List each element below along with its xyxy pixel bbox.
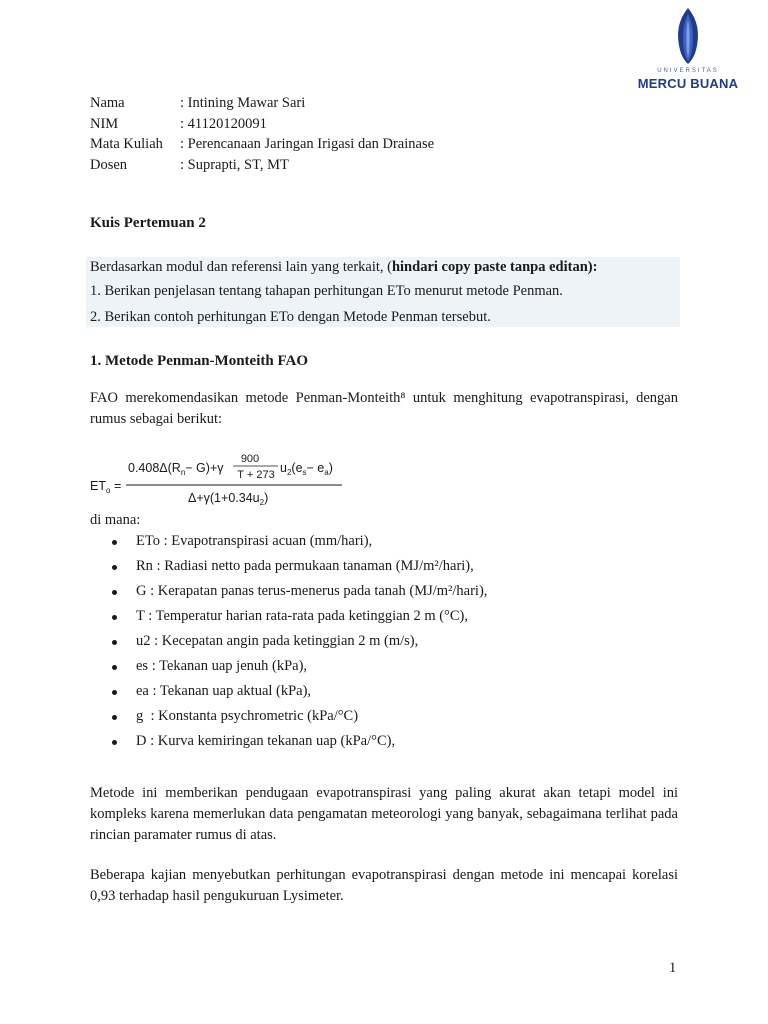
bullet-icon bbox=[112, 665, 117, 670]
task-line-3: 2. Berikan contoh perhitungan ETo dengan Metode Penman tersebut. bbox=[90, 309, 491, 325]
info-value: : Perencanaan Jaringan Irigasi dan Drainase bbox=[180, 136, 435, 152]
bullet-icon bbox=[112, 590, 117, 595]
formula-fraction-denominator: T + 273 bbox=[237, 469, 275, 481]
formula-numerator: $0.408\Delta(R_n- G)+\gamma$ bbox=[128, 461, 224, 477]
mercu-buana-flame-icon bbox=[668, 6, 708, 66]
task-line-1 bbox=[90, 259, 597, 276]
task-warning: hindari copy paste tanpa editan): bbox=[391, 259, 598, 275]
bullet-icon bbox=[112, 565, 117, 570]
section-heading: 1. Metode Penman-Monteith FAO bbox=[90, 353, 309, 369]
brand-name: MERCU BUANA bbox=[637, 76, 739, 91]
student-info bbox=[90, 93, 434, 175]
penman-monteith-formula bbox=[90, 452, 350, 508]
formula-wind-term: $u_2(e_s- e_a)$ bbox=[280, 461, 333, 477]
info-key: Nama bbox=[90, 95, 125, 111]
info-value: : Intining Mawar Sari bbox=[180, 95, 306, 111]
info-row bbox=[90, 114, 434, 135]
page-number: 1 bbox=[669, 960, 677, 976]
bullet-icon bbox=[112, 615, 117, 620]
university-label: UNIVERSITAS bbox=[657, 68, 719, 74]
info-key: Dosen bbox=[90, 156, 128, 173]
task-line-2: 1. Berikan penjelasan tentang tahapan perhitungan ETo menurut metode Penman. bbox=[90, 283, 563, 299]
formula-equals: = bbox=[114, 479, 122, 493]
info-value: : 41120120091 bbox=[180, 115, 267, 132]
bullet-icon bbox=[112, 540, 117, 545]
quiz-title: Kuis Pertemuan 2 bbox=[90, 215, 206, 231]
bullet-icon bbox=[112, 690, 117, 695]
info-key: NIM bbox=[90, 115, 119, 132]
info-row bbox=[90, 93, 434, 114]
info-row bbox=[90, 155, 434, 176]
bullet-icon bbox=[112, 740, 117, 745]
university-logo bbox=[636, 6, 740, 92]
formula-lhs: $ET_o$ bbox=[90, 479, 111, 495]
task-instruction: Berdasarkan modul dan referensi lain yang terkait, ( bbox=[90, 259, 392, 275]
explanation-paragraph: Metode ini memberikan pendugaan evapotranspirasi yang paling akurat akan tetapi model ini kompleks karena memerlukan data pengamatan meteorologi yang banyak, sebagaimana terlihat pada rincian paramater rumus di atas. bbox=[90, 785, 678, 843]
formula-denominator: $\Delta+\gamma(1+0.34u_2)$ bbox=[188, 491, 269, 507]
info-value: : Suprapti, ST, MT bbox=[180, 156, 289, 173]
formula-fraction-numerator: 900 bbox=[240, 453, 260, 465]
where-label: di mana: bbox=[90, 512, 141, 528]
task-box bbox=[86, 257, 680, 327]
correlation-paragraph: Beberapa kajian menyebutkan perhitungan evapotranspirasi dengan metode ini mencapai korelasi 0,93 terhadap hasil pengukuruan Lysimeter. bbox=[90, 867, 678, 904]
bullet-icon bbox=[112, 640, 117, 645]
info-row bbox=[90, 134, 434, 155]
document-page: UNIVERSITAS MERCU BUANA Nama : Intining Mawar Sari NIM : 41120120091 Mata Kuliah : Perencanaan Jaringan Irigasi dan Drainase Dosen : Suprapti, ST, MT Kuis Pertemuan 2 Berdasarkan modul dan referensi lain yang terkait, (hindari copy paste tanpa editan): 1. Berikan penjelasan tentang tahapan perhitungan ETo menurut metode Penman. 2. Berikan contoh perhitungan ETo dengan Metode Penman tersebut. 1. Metode Penman-Monteith FAO FAO merekomendasikan metode Penman-Monteith⁸ untuk menghitung evapotranspirasi, dengan rumus sebagai berikut: $ET_o$ = $0.408\Delta(R_n- G)+\gamma$ 900 T + 273 $u_2(e_s- e_a)$ $\Delta+\gamma(1+0.34u_2)$ di mana: ETo : Evapotranspirasi acuan (mm/hari), Rn : Radiasi netto pada permukaan tanaman (MJ/m²/hari), G : Kerapatan panas terus-menerus pada tanah (MJ/m²/hari), T : Temperatur harian rata-rata pada ketinggian 2 m (°C), u2 : Kecepatan angin pada ketinggian 2 m (m/s), es : Tekanan uap jenuh (kPa), ea : Tekanan uap aktual (kPa), g : Konstanta psychrometric (kPa/°C) D : Kurva kemiringan tekanan uap (kPa/°C), Metode ini memberikan pendugaan evapotranspirasi yang paling akurat akan tetapi model ini kompleks karena memerlukan data pengamatan meteorologi yang banyak, sebagaimana terlihat pada rincian paramater rumus di atas. Beberapa kajian menyebutkan perhitungan evapotranspirasi dengan metode ini mencapai korelasi 0,93 terhadap hasil pengukuruan Lysimeter. 1 bbox=[0, 0, 768, 1024]
bullet-icon bbox=[112, 715, 117, 720]
intro-paragraph: FAO merekomendasikan metode Penman-Monteith⁸ untuk menghitung evapotranspirasi, dengan rumus sebagai berikut: bbox=[90, 390, 678, 427]
info-key: Mata Kuliah bbox=[90, 136, 163, 152]
